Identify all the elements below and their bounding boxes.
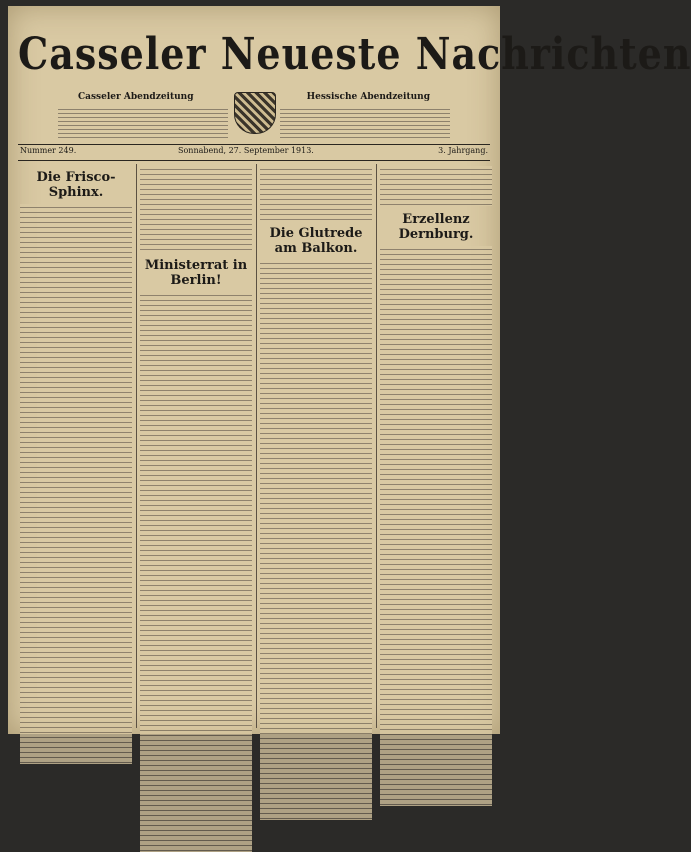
coat-of-arms-icon [234, 92, 276, 134]
subtitle-left: Casseler Abendzeitung [78, 92, 194, 102]
bottom-rule [18, 160, 490, 161]
article-body [140, 292, 252, 852]
masthead-title: Casseler Neueste Nachrichten [18, 27, 691, 80]
article-body [20, 204, 132, 764]
publisher-notice-left [58, 106, 228, 140]
top-rule [18, 144, 490, 145]
article-body [380, 246, 492, 806]
article-body [380, 166, 492, 206]
date-bar [18, 146, 490, 158]
column-headline: Die Frisco-Sphinx. [36, 170, 116, 200]
column-divider [256, 164, 257, 728]
column-divider [136, 164, 137, 728]
newspaper-page [8, 6, 691, 734]
subtitle-right: Hessische Abendzeitung [306, 92, 430, 102]
column-headline: Ministerrat in Berlin! [144, 258, 248, 288]
column-3 [260, 166, 372, 726]
column-divider [376, 164, 377, 728]
issue-date: Sonnabend, 27. September 1913. [178, 146, 314, 155]
column-headline: Erzellenz Dernburg. [398, 212, 474, 242]
publisher-notice-right [280, 106, 450, 140]
column-4 [380, 166, 492, 726]
article-body [260, 260, 372, 820]
column-headline: Die Glutrede am Balkon. [269, 226, 363, 256]
column-1 [20, 166, 132, 726]
issue-number: Nummer 249. [20, 146, 77, 155]
issue-year: 3. Jahrgang. [438, 146, 488, 155]
article-body [260, 166, 372, 220]
article-body [140, 166, 252, 252]
column-2 [140, 166, 252, 726]
